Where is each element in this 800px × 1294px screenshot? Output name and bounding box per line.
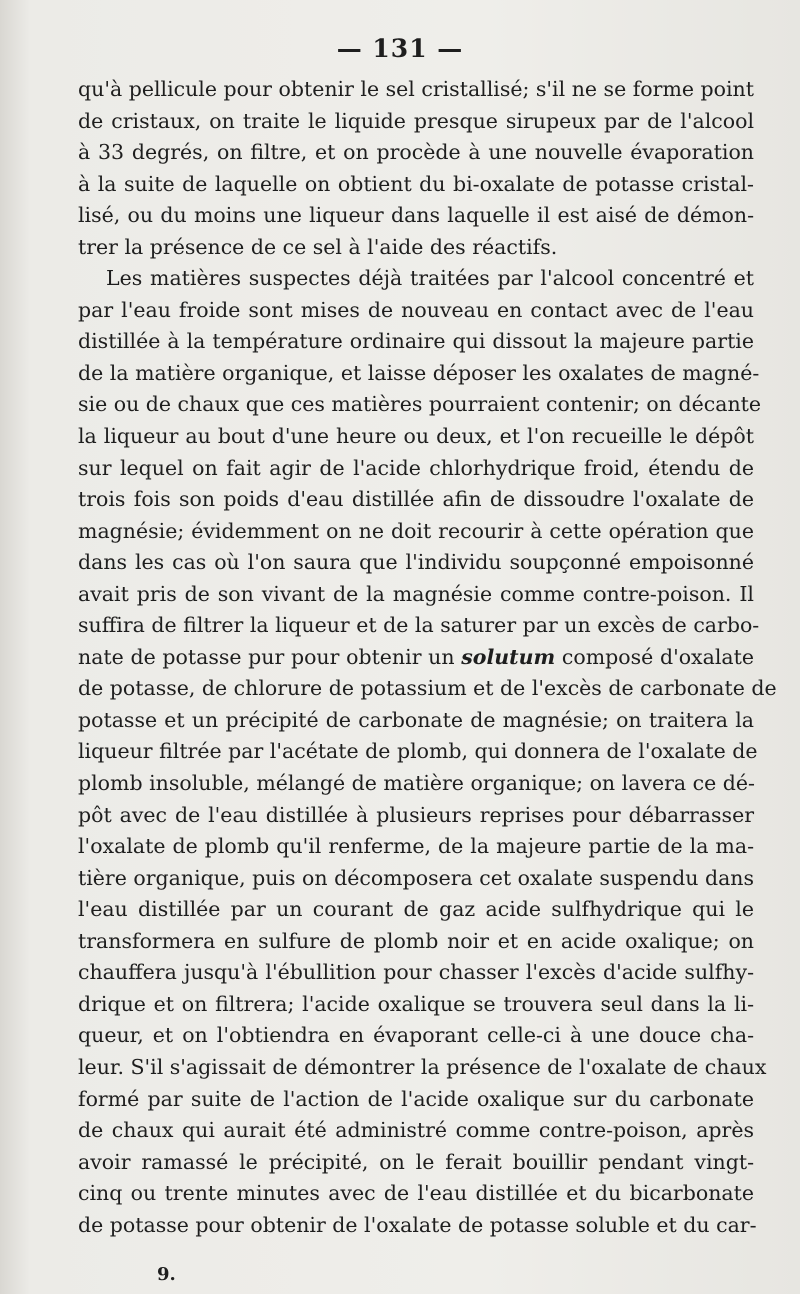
text-line: distillée à la température ordinaire qui dissout la majeure partie bbox=[78, 329, 754, 354]
text-line: potasse et un précipité de carbonate de magnésie; on traitera la bbox=[78, 707, 754, 732]
text-line: trer la présence de ce sel à l'aide des réactifs. bbox=[78, 234, 558, 259]
text-line: l'oxalate de plomb qu'il renferme, de la majeure partie de la ma- bbox=[78, 834, 754, 859]
text-line: Les matières suspectes déjà traitées par l'alcool concentré et bbox=[106, 266, 754, 291]
text-line: avait pris de son vivant de la magnésie comme contre-poison. Il bbox=[78, 581, 754, 606]
text-line: drique et on filtrera; l'acide oxalique se trouvera seul dans la li- bbox=[78, 991, 754, 1016]
text-line: sie ou de chaux que ces matières pourraient contenir; on décante bbox=[78, 392, 762, 417]
body-text bbox=[78, 74, 777, 1241]
text-line: avoir ramassé le précipité, on le ferait bouillir pendant vingt- bbox=[78, 1149, 754, 1174]
text-line: liqueur filtrée par l'acétate de plomb, qui donnera de l'oxalate de bbox=[78, 739, 758, 764]
text-line: leur. S'il s'agissait de démontrer la présence de l'oxalate de chaux bbox=[78, 1054, 767, 1079]
text-line: à 33 degrés, on filtre, et on procède à une nouvelle évaporation bbox=[78, 140, 754, 165]
text-line: de chaux qui aurait été administré comme contre-poison, après bbox=[78, 1118, 754, 1143]
text-line: tière organique, puis on décomposera cet oxalate suspendu dans bbox=[78, 865, 755, 890]
text-line: plomb insoluble, mélangé de matière organique; on lavera ce dé- bbox=[78, 771, 755, 796]
text-line: de potasse pour obtenir de l'oxalate de potasse soluble et du car- bbox=[78, 1212, 757, 1237]
page-number: — 131 — bbox=[336, 34, 464, 63]
text-line: dans les cas où l'on saura que l'individu soupçonné empoisonné bbox=[78, 550, 754, 575]
text-line: nate de potasse pur pour obtenir un solutum composé d'oxalate bbox=[78, 644, 754, 669]
text-line: suffira de filtrer la liqueur et de la saturer par un excès de carbo- bbox=[78, 613, 760, 638]
text-line: transformera en sulfure de plomb noir et en acide oxalique; on bbox=[78, 928, 754, 953]
text-line: formé par suite de l'action de l'acide oxalique sur du carbonate bbox=[78, 1086, 754, 1111]
text-line: de potasse, de chlorure de potassium et de l'excès de carbonate de bbox=[78, 676, 777, 701]
text-line: par l'eau froide sont mises de nouveau en contact avec de l'eau bbox=[78, 297, 754, 322]
text-line: lisé, ou du moins une liqueur dans laquelle il est aisé de démon- bbox=[78, 203, 754, 228]
text-line: de cristaux, on traite le liquide presque sirupeux par de l'alcool bbox=[78, 108, 754, 133]
text-line: pôt avec de l'eau distillée à plusieurs reprises pour débarrasser bbox=[78, 802, 754, 827]
text-line: à la suite de laquelle on obtient du bi-oxalate de potasse cristal- bbox=[78, 171, 754, 196]
text-line: cinq ou trente minutes avec de l'eau distillée et du bicarbonate bbox=[78, 1181, 754, 1206]
text-line: l'eau distillée par un courant de gaz acide sulfhydrique qui le bbox=[78, 897, 754, 922]
text-line: trois fois son poids d'eau distillée afin de dissoudre l'oxalate de bbox=[78, 487, 754, 512]
text-line: la liqueur au bout d'une heure ou deux, et l'on recueille le dépôt bbox=[78, 424, 754, 449]
text-line: qu'à pellicule pour obtenir le sel cristallisé; s'il ne se forme point bbox=[78, 77, 754, 101]
text-line: queur, et on l'obtiendra en évaporant celle-ci à une douce cha- bbox=[78, 1023, 754, 1048]
text-line: chauffera jusqu'à l'ébullition pour chasser l'excès d'acide sulfhy- bbox=[78, 960, 754, 985]
signature-mark: 9. bbox=[157, 1264, 176, 1285]
text-line: magnésie; évidemment on ne doit recourir à cette opération que bbox=[78, 518, 754, 543]
text-line: de la matière organique, et laisse déposer les oxalates de magné- bbox=[78, 360, 760, 385]
text-line: sur lequel on fait agir de l'acide chlorhydrique froid, étendu de bbox=[78, 455, 754, 480]
